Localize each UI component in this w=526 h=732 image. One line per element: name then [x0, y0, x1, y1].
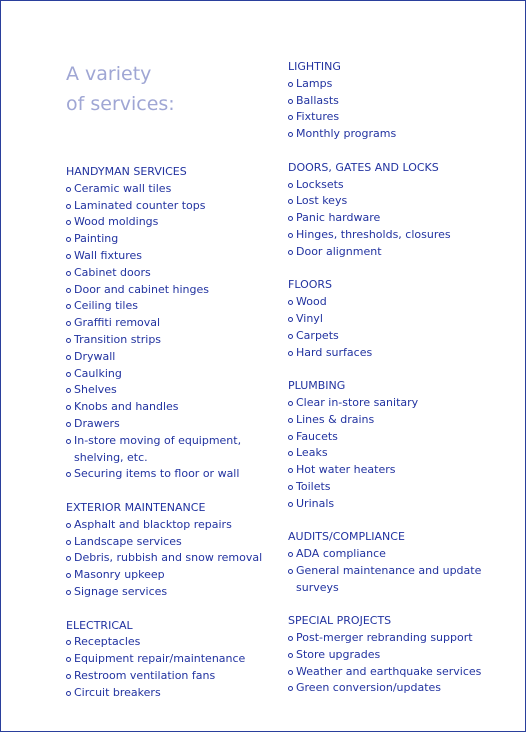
section-title: SPECIAL PROJECTS [288, 614, 392, 628]
list-item-text: Wood [296, 295, 327, 309]
service-list [288, 630, 520, 697]
circle-bullet-icon [288, 502, 293, 507]
circle-bullet-icon [66, 288, 71, 293]
list-item [66, 567, 276, 584]
list-item [66, 298, 276, 315]
right-sections [288, 59, 520, 697]
service-list [288, 76, 520, 143]
list-item-text: Green conversion/updates [296, 681, 442, 695]
list-item [66, 366, 276, 383]
list-item [288, 496, 520, 513]
list-item-text: General maintenance and update surveys [296, 563, 482, 594]
headline-line-2: of services: [66, 93, 175, 115]
list-item [288, 126, 520, 143]
list-item-text: Urinals [296, 496, 335, 510]
section-plumbing [288, 378, 520, 512]
list-item-text: Asphalt and blacktop repairs [74, 517, 232, 531]
circle-bullet-icon [66, 523, 71, 528]
section-title: AUDITS/COMPLIANCE [288, 530, 405, 544]
right-column [288, 59, 520, 714]
list-item-text: In-store moving of equipment, [74, 433, 242, 447]
circle-bullet-icon [66, 472, 71, 477]
list-item [66, 651, 276, 668]
service-list [66, 181, 276, 483]
circle-bullet-icon [66, 304, 71, 309]
circle-bullet-icon [66, 187, 71, 192]
list-item [288, 93, 520, 110]
list-item [288, 328, 520, 345]
circle-bullet-icon [288, 653, 293, 658]
circle-bullet-icon [66, 338, 71, 343]
circle-bullet-icon [288, 468, 293, 473]
list-item-text: Weather and earthquake services [296, 664, 482, 678]
circle-bullet-icon [288, 636, 293, 641]
list-item-text: Wood moldings [74, 215, 159, 229]
list-item [66, 466, 276, 483]
circle-bullet-icon [66, 691, 71, 696]
list-item-text: Securing items to floor or wall [74, 467, 240, 481]
circle-bullet-icon [288, 334, 293, 339]
circle-bullet-icon [66, 439, 71, 444]
list-item-text: Leaks [296, 446, 328, 460]
list-item-text: Shelves [74, 383, 117, 397]
section-audits-compliance [288, 529, 520, 596]
list-item-text: Laminated counter tops [74, 198, 206, 212]
list-item-text: Clear in-store sanitary [296, 395, 419, 409]
list-item-text: Lines & drains [296, 412, 375, 426]
list-item-text: Painting [74, 232, 119, 246]
circle-bullet-icon [66, 355, 71, 360]
service-list [288, 294, 520, 361]
section-lighting [288, 59, 520, 143]
list-item [288, 546, 520, 563]
list-item-text: Lost keys [296, 194, 348, 208]
circle-bullet-icon [66, 590, 71, 595]
list-item-text: Carpets [296, 328, 339, 342]
list-item-text: Toilets [296, 479, 331, 493]
list-item [288, 76, 520, 93]
circle-bullet-icon [66, 388, 71, 393]
circle-bullet-icon [66, 254, 71, 259]
list-item [66, 550, 276, 567]
circle-bullet-icon [288, 183, 293, 188]
list-item-text: Signage services [74, 584, 168, 598]
list-item-text: Wall fixtures [74, 248, 143, 262]
circle-bullet-icon [288, 485, 293, 490]
circle-bullet-icon [66, 271, 71, 276]
list-item [66, 315, 276, 332]
list-item-text: Drawers [74, 416, 120, 430]
section-special-projects [288, 613, 520, 697]
list-item-text: Cabinet doors [74, 265, 151, 279]
list-item [66, 634, 276, 651]
list-item-text: Restroom ventilation fans [74, 668, 216, 682]
list-item-text: Ballasts [296, 93, 339, 107]
circle-bullet-icon [288, 233, 293, 238]
service-list [288, 395, 520, 513]
section-title: ELECTRICAL [66, 618, 133, 632]
list-item-text: Faucets [296, 429, 338, 443]
list-item-text: Circuit breakers [74, 685, 161, 699]
list-item [288, 412, 520, 429]
service-list [288, 177, 520, 261]
list-item [66, 265, 276, 282]
list-item [66, 399, 276, 416]
headline [66, 59, 276, 119]
circle-bullet-icon [288, 670, 293, 675]
circle-bullet-icon [66, 657, 71, 662]
list-item [66, 214, 276, 231]
circle-bullet-icon [288, 199, 293, 204]
list-item-text: Transition strips [74, 332, 162, 346]
section-title: DOORS, GATES AND LOCKS [288, 160, 439, 174]
list-item-text: Receptacles [74, 635, 141, 649]
circle-bullet-icon [288, 99, 293, 104]
list-item-text: ADA compliance [296, 547, 386, 561]
circle-bullet-icon [288, 115, 293, 120]
circle-bullet-icon [288, 569, 293, 574]
list-item-text: Knobs and handles [74, 400, 179, 414]
circle-bullet-icon [66, 640, 71, 645]
list-item-text: Hinges, thresholds, closures [296, 227, 451, 241]
list-item [288, 109, 520, 126]
section-title: HANDYMAN SERVICES [66, 165, 187, 178]
headline-line-1: A variety [66, 63, 152, 85]
circle-bullet-icon [288, 216, 293, 221]
list-item-text: Locksets [296, 177, 344, 191]
list-item [66, 534, 276, 551]
circle-bullet-icon [66, 372, 71, 377]
section-handyman-services [66, 164, 276, 483]
section-title: EXTERIOR MAINTENANCE [66, 500, 206, 514]
circle-bullet-icon [288, 317, 293, 322]
circle-bullet-icon [66, 321, 71, 326]
list-item-text: Hard surfaces [296, 345, 373, 359]
circle-bullet-icon [288, 250, 293, 255]
list-item [288, 311, 520, 328]
list-item [288, 345, 520, 362]
list-item [288, 445, 520, 462]
section-doors-gates-and-locks [288, 160, 520, 261]
section-title: PLUMBING [288, 379, 346, 393]
circle-bullet-icon [288, 418, 293, 423]
list-item-text: Door and cabinet hinges [74, 282, 209, 296]
left-sections [66, 164, 276, 702]
circle-bullet-icon [288, 686, 293, 691]
list-item [288, 177, 520, 194]
list-item [288, 227, 520, 244]
circle-bullet-icon [288, 435, 293, 440]
list-item-text: Caulking [74, 366, 122, 380]
list-item [66, 181, 276, 198]
list-item-text: Store upgrades [296, 647, 381, 661]
left-column [66, 59, 276, 718]
service-list [288, 546, 520, 596]
circle-bullet-icon [66, 540, 71, 545]
section-floors [288, 277, 520, 361]
section-exterior-maintenance [66, 500, 276, 601]
list-item [288, 193, 520, 210]
list-item [288, 294, 520, 311]
circle-bullet-icon [66, 674, 71, 679]
list-item [288, 479, 520, 496]
list-item-continuation: shelving, etc. [74, 450, 148, 464]
list-item [288, 630, 520, 647]
list-item-text: Lamps [296, 76, 333, 90]
list-item [288, 244, 520, 261]
list-item [288, 395, 520, 412]
list-item [66, 584, 276, 601]
list-item-text: Fixtures [296, 110, 340, 124]
list-item-text: Ceramic wall tiles [74, 181, 172, 195]
list-item-text: Door alignment [296, 244, 382, 258]
circle-bullet-icon [288, 82, 293, 87]
circle-bullet-icon [288, 401, 293, 406]
list-item [66, 433, 276, 467]
list-item-text: Ceiling tiles [74, 299, 138, 313]
circle-bullet-icon [288, 451, 293, 456]
list-item [66, 332, 276, 349]
list-item [288, 210, 520, 227]
list-item-text: Monthly programs [296, 127, 397, 141]
list-item [66, 668, 276, 685]
list-item-text: Masonry upkeep [74, 568, 165, 582]
circle-bullet-icon [66, 237, 71, 242]
list-item [288, 429, 520, 446]
list-item-text: Equipment repair/maintenance [74, 652, 246, 666]
circle-bullet-icon [288, 552, 293, 557]
list-item-text: Drywall [74, 349, 116, 363]
list-item [66, 198, 276, 215]
list-item [66, 517, 276, 534]
section-title: FLOORS [288, 278, 333, 292]
circle-bullet-icon [288, 132, 293, 137]
circle-bullet-icon [66, 204, 71, 209]
list-item [66, 685, 276, 702]
service-list [66, 517, 276, 601]
circle-bullet-icon [66, 556, 71, 561]
list-item-text: Post-merger rebranding support [296, 631, 473, 645]
list-item-text: Graffiti removal [74, 316, 161, 330]
list-item-text: Landscape services [74, 534, 182, 548]
list-item [66, 349, 276, 366]
section-electrical [66, 618, 276, 702]
list-item [288, 462, 520, 479]
list-item [66, 231, 276, 248]
list-item [288, 680, 520, 697]
list-item [66, 282, 276, 299]
circle-bullet-icon [288, 300, 293, 305]
section-title: LIGHTING [288, 60, 341, 73]
list-item [66, 248, 276, 265]
circle-bullet-icon [288, 351, 293, 356]
list-item [288, 563, 520, 597]
list-item [66, 382, 276, 399]
circle-bullet-icon [66, 405, 71, 410]
circle-bullet-icon [66, 422, 71, 427]
list-item-text: Vinyl [296, 311, 323, 325]
list-item-text: Panic hardware [296, 211, 381, 225]
list-item-text: Hot water heaters [296, 463, 396, 477]
list-item [66, 416, 276, 433]
circle-bullet-icon [66, 220, 71, 225]
circle-bullet-icon [66, 573, 71, 578]
list-item [288, 647, 520, 664]
list-item-text: Debris, rubbish and snow removal [74, 551, 263, 565]
service-list [66, 634, 276, 701]
list-item [288, 664, 520, 681]
